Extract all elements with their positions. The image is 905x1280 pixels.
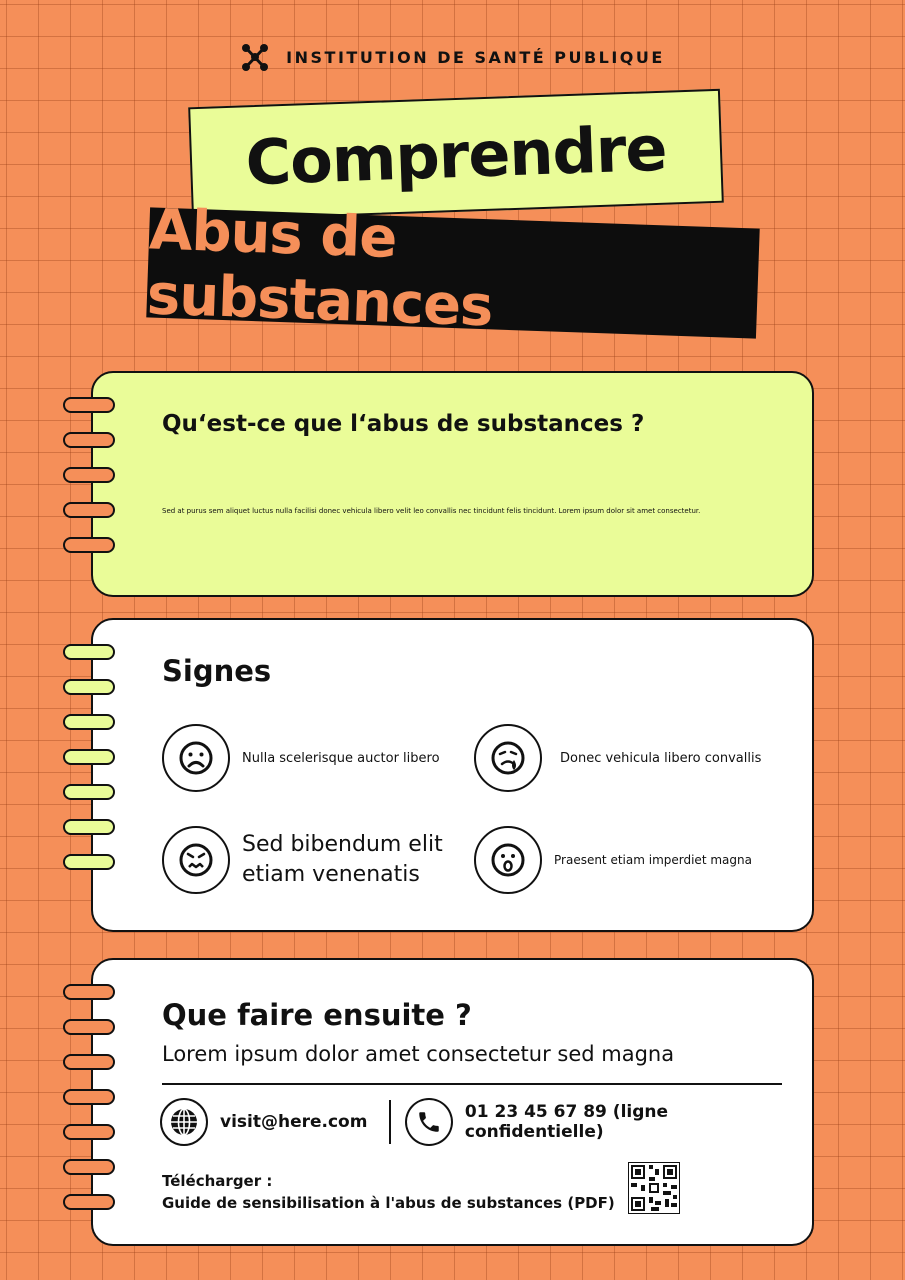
- ring: [63, 819, 115, 835]
- email-contact[interactable]: [160, 1098, 367, 1146]
- notebook-rings: [63, 644, 115, 870]
- sign-label: Praesent etiam imperdiet magna: [554, 853, 752, 867]
- ring: [63, 467, 115, 483]
- sign-item: [162, 826, 472, 894]
- ring: [63, 644, 115, 660]
- ring: [63, 397, 115, 413]
- ring: [63, 854, 115, 870]
- phone-icon: [405, 1098, 453, 1146]
- what-heading: Qu‘est-ce que l‘abus de substances ?: [162, 411, 645, 437]
- globe-icon: [160, 1098, 208, 1146]
- ring: [63, 537, 115, 553]
- sign-label: Donec vehicula libero convallis: [560, 750, 762, 766]
- phone-contact[interactable]: [405, 1098, 812, 1146]
- crying-face-icon: [490, 740, 526, 776]
- phone-number[interactable]: 01 23 45 67 89 (ligne confidentielle): [464, 1102, 669, 1142]
- sign-item: [474, 724, 761, 792]
- angry-face-icon: [178, 842, 214, 878]
- sign-icon-circle: [474, 826, 542, 894]
- sign-item: [474, 826, 752, 894]
- download-link[interactable]: Guide de sensibilisation à l'abus de substances (PDF): [162, 1194, 615, 1212]
- ring: [63, 1054, 115, 1070]
- sign-item: [162, 724, 440, 792]
- card-signs: [91, 618, 814, 932]
- notebook-rings: [63, 984, 115, 1210]
- divider: [162, 1083, 782, 1085]
- vertical-divider: [389, 1100, 391, 1144]
- ring: [63, 679, 115, 695]
- asterisk-logo-icon: [240, 42, 270, 72]
- title-line2: Abus de substances: [145, 197, 494, 340]
- next-heading: Que faire ensuite ?: [162, 998, 472, 1032]
- header: [0, 42, 905, 72]
- ring: [63, 749, 115, 765]
- title-line1: Comprendre: [244, 111, 668, 199]
- sign-icon-circle: [474, 724, 542, 792]
- ring: [63, 502, 115, 518]
- ring: [63, 1019, 115, 1035]
- download-label: Télécharger :: [162, 1172, 273, 1190]
- ring: [63, 1194, 115, 1210]
- ring: [63, 984, 115, 1000]
- notebook-rings: [63, 397, 115, 553]
- sign-icon-circle: [162, 826, 230, 894]
- what-body: Sed at purus sem aliquet luctus nulla facilisi donec vehicula libero velit leo convallis nec tincidunt felis tincidunt. Lorem ipsum dolor sit amet consectetur.: [162, 507, 701, 515]
- next-subtitle: Lorem ipsum dolor amet consectetur sed magna: [162, 1042, 675, 1066]
- sign-icon-circle: [162, 724, 230, 792]
- shocked-face-icon: [490, 842, 526, 878]
- sad-face-icon: [178, 740, 214, 776]
- ring: [63, 1124, 115, 1140]
- qr-code-icon[interactable]: [628, 1162, 680, 1214]
- title-box-abus: [145, 197, 759, 340]
- sign-label: Nulla scelerisque auctor libero: [242, 750, 440, 766]
- card-next-steps: [91, 958, 814, 1246]
- organization-name: INSTITUTION DE SANTÉ PUBLIQUE: [286, 47, 665, 67]
- ring: [63, 432, 115, 448]
- ring: [63, 714, 115, 730]
- signs-heading: Signes: [162, 654, 272, 688]
- ring: [63, 1089, 115, 1105]
- card-what-is: [91, 371, 814, 597]
- email-link[interactable]: visit@here.com: [220, 1112, 368, 1132]
- sign-label: Sed bibendum elit etiam venenatis: [242, 832, 443, 887]
- download-block[interactable]: [162, 1170, 615, 1214]
- ring: [63, 1159, 115, 1175]
- ring: [63, 784, 115, 800]
